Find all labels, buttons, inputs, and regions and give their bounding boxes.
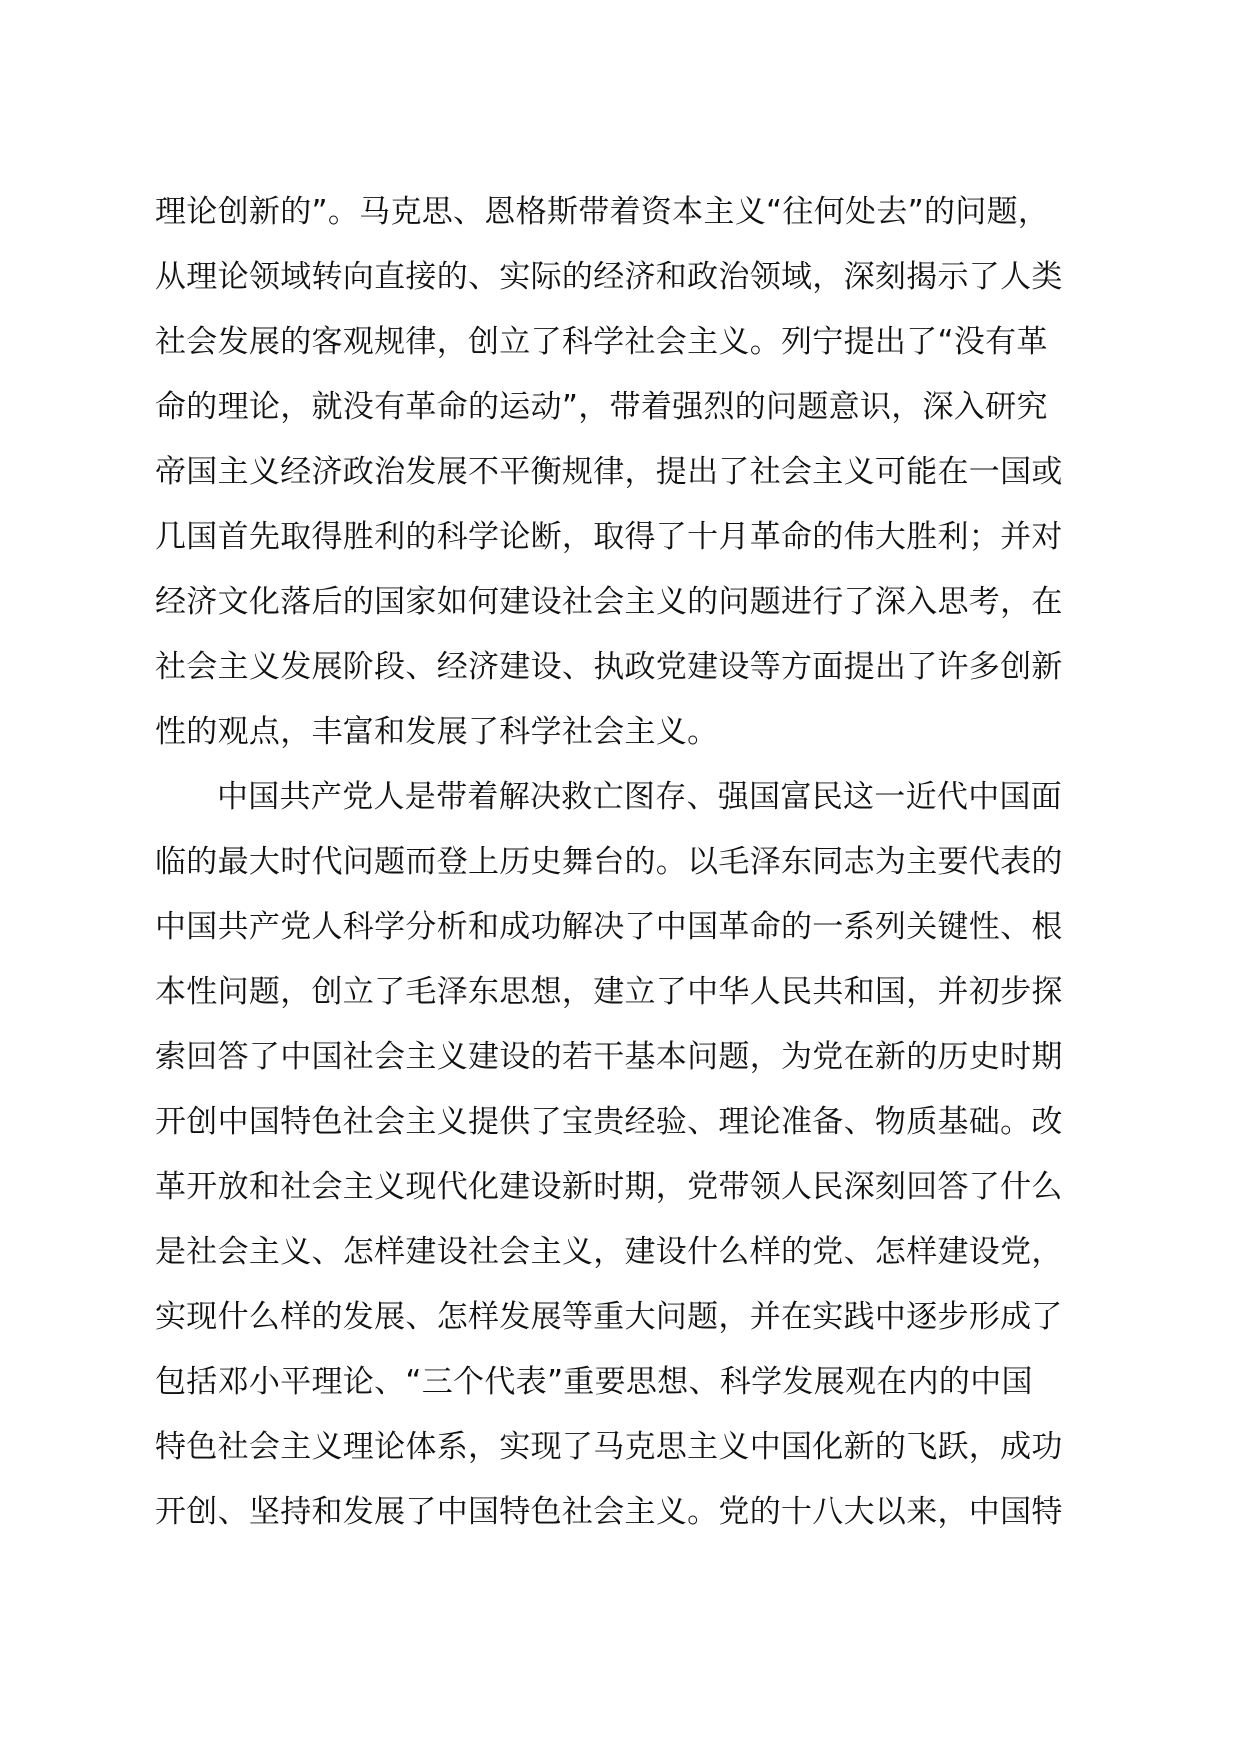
text-line: 经济文化落后的国家如何建设社会主义的问题进行了深入思考，在 <box>155 584 1063 620</box>
text-line: 是社会主义、怎样建设社会主义，建设什么样的党、怎样建设党， <box>155 1234 1063 1270</box>
text-line: 命的理论，就没有革命的运动”，带着强烈的问题意识，深入研究 <box>155 389 1048 425</box>
text-line: 本性问题，创立了毛泽东思想，建立了中华人民共和国，并初步探 <box>155 974 1063 1010</box>
paragraph-continuation <box>155 180 1095 765</box>
text-line: 从理论领域转向直接的、实际的经济和政治领域，深刻揭示了人类 <box>155 259 1063 295</box>
text-line: 几国首先取得胜利的科学论断，取得了十月革命的伟大胜利；并对 <box>155 519 1063 555</box>
text-line: 社会发展的客观规律，创立了科学社会主义。列宁提出了“没有革 <box>155 324 1048 360</box>
text-line: 帝国主义经济政治发展不平衡规律，提出了社会主义可能在一国或 <box>155 454 1063 490</box>
text-line: 特色社会主义理论体系，实现了马克思主义中国化新的飞跃，成功 <box>155 1429 1063 1465</box>
text-line: 理论创新的”。马克思、恩格斯带着资本主义“往何处去”的问题， <box>155 194 1050 230</box>
text-line: 社会主义发展阶段、经济建设、执政党建设等方面提出了许多创新 <box>155 649 1063 685</box>
text-line: 包括邓小平理论、“三个代表”重要思想、科学发展观在内的中国 <box>155 1364 1033 1400</box>
paragraph-chinese-communists <box>155 765 1095 1545</box>
text-line: 性的观点，丰富和发展了科学社会主义。 <box>155 714 719 750</box>
text-line: 开创中国特色社会主义提供了宝贵经验、理论准备、物质基础。改 <box>155 1104 1063 1140</box>
text-line-first: 中国共产党人是带着解决救亡图存、强国富民这一近代中国面 <box>217 779 1063 815</box>
text-line: 开创、坚持和发展了中国特色社会主义。党的十八大以来，中国特 <box>155 1494 1063 1530</box>
text-line: 中国共产党人科学分析和成功解决了中国革命的一系列关键性、根 <box>155 909 1063 945</box>
body-text <box>155 180 1095 1545</box>
text-line: 索回答了中国社会主义建设的若干基本问题，为党在新的历史时期 <box>155 1039 1063 1075</box>
text-line: 实现什么样的发展、怎样发展等重大问题，并在实践中逐步形成了 <box>155 1299 1063 1335</box>
text-line: 革开放和社会主义现代化建设新时期，党带领人民深刻回答了什么 <box>155 1169 1063 1205</box>
text-line: 临的最大时代问题而登上历史舞台的。以毛泽东同志为主要代表的 <box>155 844 1063 880</box>
